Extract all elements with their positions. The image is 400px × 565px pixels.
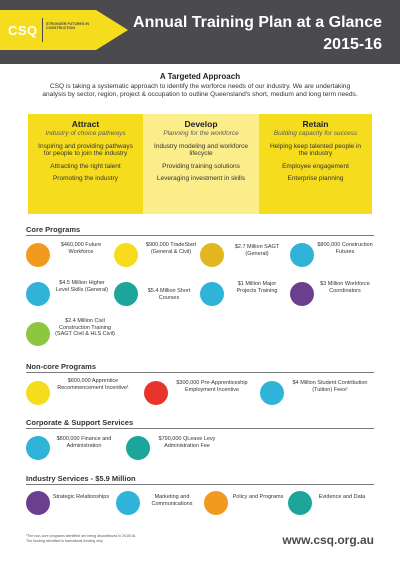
footnote-line: The funding identified is transitional funding only. — [26, 538, 104, 543]
section-divider — [26, 235, 374, 236]
pillar-retain — [259, 114, 372, 214]
item-label: $2.7 Million SAGT (General) — [234, 244, 280, 257]
section-title-industry: Industry Services - $5.9 Million — [26, 474, 136, 483]
pillar-subheading: Building capacity for success — [273, 130, 358, 137]
item-label: $300,000 Pre-Apprenticeship Employment Incentive — [176, 380, 248, 393]
pillar-item: Enterprise planning — [287, 175, 344, 183]
core-item-higher-level-skills — [26, 278, 112, 312]
core-item-workforce-coordinators — [290, 278, 376, 312]
item-label: Policy and Programs — [232, 494, 284, 500]
excavator-icon — [26, 322, 50, 346]
footnote-line: ¹The non-core programs identified are being discontinued in 2015/16. — [26, 534, 137, 538]
core-item-major-projects — [200, 278, 286, 312]
pillar-heading: Attract — [71, 119, 100, 129]
corporate-item-finance — [26, 432, 126, 464]
envelope-icon — [260, 381, 284, 405]
pillar-item: Employee engagement — [282, 162, 349, 170]
item-label: $5.4 Million Short Courses — [147, 288, 191, 301]
pillar-item: Attracting the right talent — [50, 162, 121, 170]
handshake-icon — [26, 491, 50, 515]
section-divider — [26, 372, 374, 373]
core-item-sagt-general — [200, 238, 286, 272]
item-label: $600,000 Apprentice Recommencement Incentive¹ — [57, 378, 129, 391]
id-badge-icon — [290, 282, 314, 306]
page-title: Annual Training Plan at a Glance — [133, 14, 382, 31]
item-label: $4 Million Student Contribution (Tuition) Fees¹ — [292, 380, 368, 393]
header-band — [0, 0, 400, 64]
crane-hook-icon — [26, 282, 50, 306]
item-label: $800,000 Finance and Administration — [56, 436, 112, 449]
pillar-item: Promoting the industry — [52, 175, 119, 183]
logo-text: CSQ — [8, 23, 38, 38]
pillar-attract — [28, 114, 143, 214]
item-label: Strategic Relationships — [52, 494, 110, 500]
core-item-short-courses — [114, 278, 200, 312]
section-title-core: Core Programs — [26, 225, 81, 234]
bar-chart-icon — [288, 491, 312, 515]
buildings-icon — [200, 282, 224, 306]
section-title-corporate: Corporate & Support Services — [26, 418, 134, 427]
website-link[interactable]: www.csq.org.au — [282, 533, 374, 547]
laptop-icon — [116, 491, 140, 515]
industry-item-policy — [204, 488, 290, 518]
approach-title: A Targeted Approach — [159, 72, 241, 81]
clamp-icon — [200, 243, 224, 267]
pillar-item: Leveraging investment in skills — [156, 175, 246, 183]
item-label: Evidence and Data — [318, 494, 366, 500]
tape-measure-icon — [114, 282, 138, 306]
worker-icon — [26, 243, 50, 267]
pillar-item: Helping keep talented people in the industry — [269, 142, 362, 158]
item-label: $3 Million Workforce Coordinators — [320, 281, 370, 294]
pillar-item: Providing training solutions — [162, 162, 240, 170]
industry-item-marketing — [116, 488, 202, 518]
industry-item-evidence — [288, 488, 374, 518]
item-label: $1 Million Major Projects Training — [236, 281, 278, 294]
item-label: Marketing and Communications — [151, 494, 193, 507]
item-label: $790,000 QLeave Levy Administration Fee — [158, 436, 216, 449]
item-label: $900,000 TradeStart (General & Civil) — [145, 242, 197, 255]
section-title-noncore: Non-core Programs — [26, 362, 97, 371]
shovel-icon — [26, 381, 50, 405]
pillar-subheading: Planning for the workforce — [163, 130, 239, 137]
corporate-item-qleave — [126, 432, 236, 464]
page-year: 2015-16 — [323, 36, 382, 53]
calculator-icon — [26, 436, 50, 460]
section-divider — [26, 484, 374, 485]
pillar-item: Inspiring and providing pathways for people to join the industry — [38, 142, 133, 158]
core-item-civil-construction — [26, 318, 126, 354]
item-label: $2.4 Million Civil Construction Training (SAGT Civil & HLS Civil) — [55, 318, 115, 338]
core-item-future-workforce — [26, 238, 112, 272]
footnote — [26, 534, 136, 543]
pie-chart-icon — [126, 436, 150, 460]
pillar-item: Industry modeling and workforce lifecycle — [154, 142, 248, 158]
item-label: $4.5 Million Higher Level Skills (General) — [55, 280, 109, 293]
noncore-item-pre-apprenticeship — [144, 376, 254, 410]
approach-text: CSQ is taking a systematic approach to identify the worforce needs of our industry. We are undertaking analysis by sector, region, project & occupation to outline Queensland's short, medium and long term needs. — [42, 83, 358, 98]
core-item-tradestart — [114, 238, 200, 272]
pillar-heading: Retain — [302, 119, 329, 129]
folders-icon — [204, 491, 228, 515]
logo-tagline: STRONGER FUTURES IN CONSTRUCTION — [46, 22, 89, 31]
noncore-item-student-contribution — [260, 376, 374, 410]
pillars-panel — [28, 114, 372, 214]
tools-icon — [114, 243, 138, 267]
pillar-develop — [143, 114, 259, 214]
industry-item-strategic — [26, 488, 112, 518]
ruler-icon — [144, 381, 168, 405]
pillar-subheading: Industry of choice pathways — [45, 130, 126, 137]
lightbulb-icon — [290, 243, 314, 267]
item-label: $460,000 Future Workforce — [60, 242, 102, 255]
noncore-item-apprentice — [26, 376, 136, 410]
csq-logo — [0, 10, 128, 50]
item-label: $800,000 Construction Futures — [317, 242, 373, 255]
core-item-construction-futures — [290, 238, 376, 272]
section-divider — [26, 428, 374, 429]
pillar-heading: Develop — [184, 119, 218, 129]
